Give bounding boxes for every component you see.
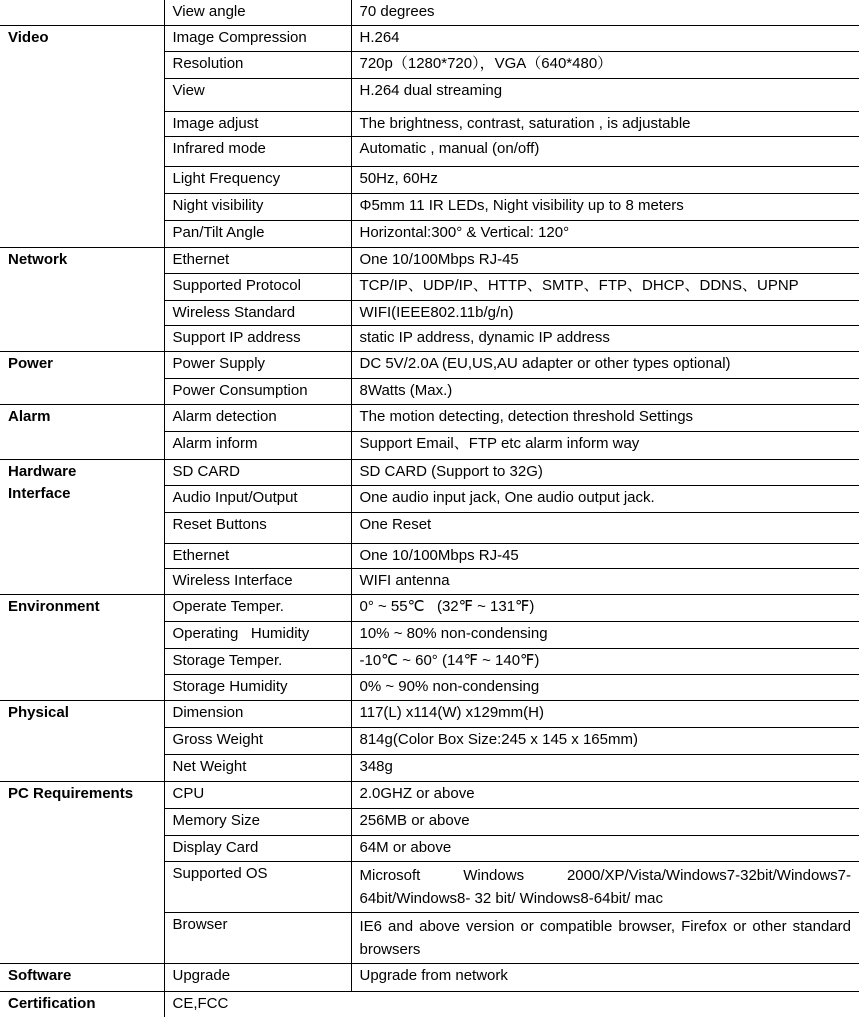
spec-label: Reset Buttons bbox=[164, 512, 351, 543]
spec-label: Pan/Tilt Angle bbox=[164, 220, 351, 247]
spec-label: Supported OS bbox=[164, 861, 351, 912]
table-row bbox=[0, 781, 859, 808]
spec-label: SD CARD bbox=[164, 459, 351, 485]
spec-value: One 10/100Mbps RJ-45 bbox=[351, 247, 859, 273]
category-pc-requirements: PC Requirements bbox=[0, 781, 164, 963]
spec-label: Power Consumption bbox=[164, 378, 351, 404]
spec-value: 256MB or above bbox=[351, 808, 859, 835]
table-row bbox=[0, 991, 859, 1017]
spec-value: DC 5V/2.0A (EU,US,AU adapter or other types optional) bbox=[351, 351, 859, 378]
spec-value: Support Email、FTP etc alarm inform way bbox=[351, 431, 859, 459]
table-row bbox=[0, 25, 859, 51]
spec-label: Image adjust bbox=[164, 111, 351, 136]
spec-label: Dimension bbox=[164, 700, 351, 727]
spec-value: Horizontal:300° & Vertical: 120° bbox=[351, 220, 859, 247]
spec-label: Memory Size bbox=[164, 808, 351, 835]
spec-value: 64M or above bbox=[351, 835, 859, 861]
spec-label: Night visibility bbox=[164, 193, 351, 220]
spec-label: Power Supply bbox=[164, 351, 351, 378]
spec-value: TCP/IP、UDP/IP、HTTP、SMTP、FTP、DHCP、DDNS、UPNP bbox=[351, 273, 859, 300]
spec-value: 2.0GHZ or above bbox=[351, 781, 859, 808]
spec-value: Microsoft Windows 2000/XP/Vista/Windows7-32bit/Windows7-64bit/Windows8- 32 bit/ Windows8-64bit/ mac bbox=[351, 861, 859, 912]
category-power: Power bbox=[0, 351, 164, 404]
spec-label: Alarm inform bbox=[164, 431, 351, 459]
spec-label: Ethernet bbox=[164, 247, 351, 273]
category-line: Hardware bbox=[8, 462, 77, 480]
spec-label: View bbox=[164, 78, 351, 111]
spec-label: Infrared mode bbox=[164, 136, 351, 166]
spec-value: 0° ~ 55℃ (32℉ ~ 131℉) bbox=[351, 594, 859, 621]
spec-value: 814g(Color Box Size:245 x 145 x 165mm) bbox=[351, 727, 859, 754]
spec-label: Supported Protocol bbox=[164, 273, 351, 300]
spec-label: View angle bbox=[164, 0, 351, 25]
table-row bbox=[0, 351, 859, 378]
spec-value: 348g bbox=[351, 754, 859, 781]
spec-value: 0% ~ 90% non-condensing bbox=[351, 674, 859, 700]
spec-label: Image Compression bbox=[164, 25, 351, 51]
category-video: Video bbox=[0, 25, 164, 247]
spec-value: The motion detecting, detection threshold Settings bbox=[351, 404, 859, 431]
spec-value: The brightness, contrast, saturation , is adjustable bbox=[351, 111, 859, 136]
spec-value: IE6 and above version or compatible browser, Firefox or other standard browsers bbox=[351, 912, 859, 963]
table-row bbox=[0, 0, 859, 25]
spec-label: Browser bbox=[164, 912, 351, 963]
spec-value: SD CARD (Support to 32G) bbox=[351, 459, 859, 485]
spec-label: Wireless Interface bbox=[164, 568, 351, 594]
table-row bbox=[0, 247, 859, 273]
spec-label: Operating Humidity bbox=[164, 621, 351, 648]
table-row bbox=[0, 459, 859, 485]
spec-label: Display Card bbox=[164, 835, 351, 861]
spec-value: 720p（1280*720），VGA（640*480） bbox=[351, 51, 859, 78]
spec-value: WIFI(IEEE802.11b/g/n) bbox=[351, 300, 859, 325]
spec-value: Automatic , manual (on/off) bbox=[351, 136, 859, 166]
spec-label: Operate Temper. bbox=[164, 594, 351, 621]
spec-label: Gross Weight bbox=[164, 727, 351, 754]
spec-value: 70 degrees bbox=[351, 0, 859, 25]
spec-label: Storage Humidity bbox=[164, 674, 351, 700]
category-cell bbox=[0, 0, 164, 25]
spec-value: H.264 dual streaming bbox=[351, 78, 859, 111]
spec-label: Alarm detection bbox=[164, 404, 351, 431]
spec-value: static IP address, dynamic IP address bbox=[351, 325, 859, 351]
spec-value: One audio input jack, One audio output jack. bbox=[351, 485, 859, 512]
table-row bbox=[0, 700, 859, 727]
spec-label: Light Frequency bbox=[164, 166, 351, 193]
spec-value: 117(L) x114(W) x129mm(H) bbox=[351, 700, 859, 727]
spec-label: Support IP address bbox=[164, 325, 351, 351]
spec-value: One Reset bbox=[351, 512, 859, 543]
spec-value: -10℃ ~ 60° (14℉ ~ 140℉) bbox=[351, 648, 859, 674]
category-environment: Environment bbox=[0, 594, 164, 700]
spec-value: Upgrade from network bbox=[351, 963, 859, 991]
category-certification: Certification bbox=[0, 991, 164, 1017]
spec-label: Net Weight bbox=[164, 754, 351, 781]
table-row bbox=[0, 963, 859, 991]
table-row bbox=[0, 404, 859, 431]
spec-value: One 10/100Mbps RJ-45 bbox=[351, 543, 859, 568]
spec-value: 10% ~ 80% non-condensing bbox=[351, 621, 859, 648]
spec-label: Upgrade bbox=[164, 963, 351, 991]
category-hardware-interface bbox=[0, 459, 164, 594]
spec-label: Ethernet bbox=[164, 543, 351, 568]
spec-label: Storage Temper. bbox=[164, 648, 351, 674]
spec-value: CE,FCC bbox=[164, 991, 859, 1017]
category-alarm: Alarm bbox=[0, 404, 164, 459]
category-software: Software bbox=[0, 963, 164, 991]
spec-label: Wireless Standard bbox=[164, 300, 351, 325]
spec-value: WIFI antenna bbox=[351, 568, 859, 594]
category-line: Interface bbox=[8, 484, 71, 502]
category-physical: Physical bbox=[0, 700, 164, 781]
spec-label: Resolution bbox=[164, 51, 351, 78]
table-row bbox=[0, 594, 859, 621]
spec-label: Audio Input/Output bbox=[164, 485, 351, 512]
spec-value: H.264 bbox=[351, 25, 859, 51]
spec-value: 8Watts (Max.) bbox=[351, 378, 859, 404]
category-network: Network bbox=[0, 247, 164, 351]
spec-value: 50Hz, 60Hz bbox=[351, 166, 859, 193]
spec-label: CPU bbox=[164, 781, 351, 808]
spec-value: Φ5mm 11 IR LEDs, Night visibility up to 8 meters bbox=[351, 193, 859, 220]
